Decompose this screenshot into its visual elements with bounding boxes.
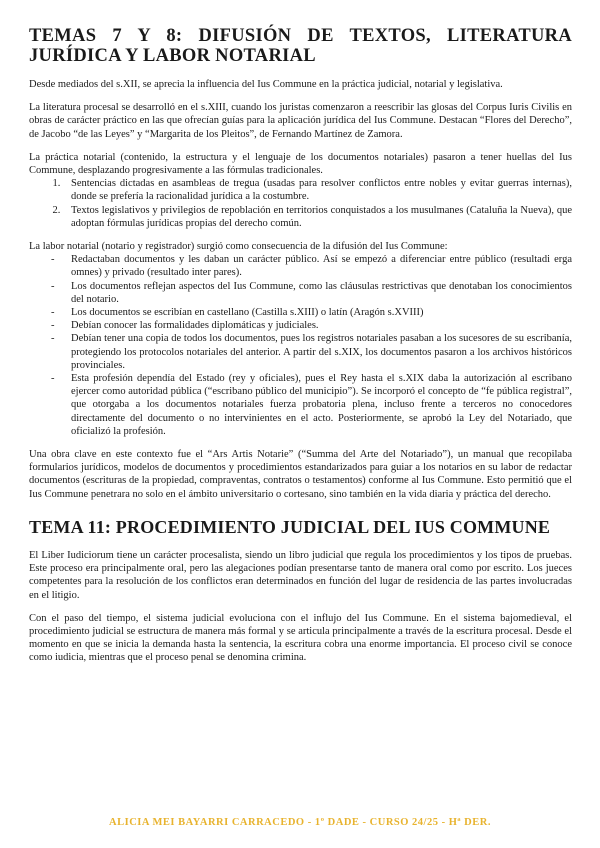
bullet-text: Los documentos reflejan aspectos del Ius Commune, como las cláusulas restrictivas que denotaban los conocimientos del notario. <box>71 280 572 305</box>
bullet-text: Debían conocer las formalidades diplomáticas y judiciales. <box>71 320 319 332</box>
bullet-text: Esta profesión dependía del Estado (rey y oficiales), pues el Rey hasta el s.XIX daba la autorización al escribano ejercer como autoridad pública (“escribano público del municipio”). Se incorporó el concepto de “fe pública registral”, que otorgaba a los documentos notariales fuerza probatoria plena, incluso frente a terceros no conocedores directamente del documento o no intervinientes en el acto. Posteriormente, se aprobó la Ley del Notariado, que oficializó la profesión. <box>71 373 572 437</box>
paragraph-labor-notarial: La labor notarial (notario y registrador) surgió como consecuencia de la difusión del Ius Commune: <box>29 241 448 253</box>
numbered-item: 2. Textos legislativos y privilegios de repoblación en territorios conquistados a los musulmanes (Cataluña la Nueva), que adoptan fórmulas jurídicas propias del derecho común. <box>63 204 572 230</box>
dash-marker: - <box>51 373 55 385</box>
paragraph-practica-notarial: La práctica notarial (contenido, la estructura y el lenguaje de los documentos notariales) pasaron a tener huellas del Ius Commune, desplazando progresivamente a las fórmulas tradicionales. <box>29 151 572 177</box>
bullet-item <box>29 319 572 332</box>
paragraph-ars-artis-notarie: Una obra clave en este contexto fue el “Ars Artis Notarie” (“Summa del Arte del Notariado”), un manual que recopilaba formularios jurídicos, modelos de documentos y procedimientos estandarizados para guiar a los notarios en su labor de redactar documentos (escrituras de la propiedad, compraventas, contratos o testamentos) conforme al Ius Commune. Esto permitió que el Ius Commune penetrara no solo en el ámbito universitario o cortesano, sino también en la vida diaria y práctica del derecho. <box>29 449 572 500</box>
numbered-list <box>29 177 572 230</box>
dash-marker: - <box>51 333 55 345</box>
dash-marker: - <box>51 320 55 332</box>
paragraph-intro: Desde mediados del s.XII, se aprecia la influencia del Ius Commune en la práctica judicial, notarial y legislativa. <box>29 79 503 90</box>
paragraph-sistema-judicial: Con el paso del tiempo, el sistema judicial evoluciona con el influjo del Ius Commune. En el sistema bajomedieval, el procedimiento judicial se estructura de manera más formal y se articula principalmente a través de la escritura procesal. Desde el momento en que se inicia la demanda hasta la sentencia, la escritura cobra una enorme importancia. El proceso civil se conoce como iudicia, mientras que el proceso penal se denomina crimina. <box>29 612 572 664</box>
bullet-item <box>29 332 572 372</box>
bullet-item <box>29 306 572 319</box>
paragraph-literatura-procesal: La literatura procesal se desarrolló en el s.XIII, cuando los juristas comenzaron a reescribir las glosas del Corpus Iuris Civilis en obras de carácter práctico en las que ofrecían guías para la aplicación jurídica del Ius Commune. Destacan “Flores del Derecho”, de Jacobo “de las Leyes” y “Margarita de los Pleitos”, de Fernando Martínez de Zamora. <box>29 102 572 140</box>
paragraph-liber-iudiciorum: El Liber Iudiciorum tiene un carácter procesalista, siendo un libro judicial que regula los procedimientos y los tipos de pruebas. Este proceso era principalmente oral, pero las alegaciones podían presentarse tanto de manera oral como por escrito. Los jueces competentes para la resolución de los conflictos eran determinados en función del lugar de residencia de las partes involucradas en el litigio. <box>29 549 572 601</box>
dash-marker: - <box>51 254 55 266</box>
page-footer: ALICIA MEI BAYARRI CARRACEDO - 1º DADE - CURSO 24/25 - Hª DER. <box>109 817 491 828</box>
dash-marker: - <box>51 280 55 292</box>
bullet-list <box>29 253 572 438</box>
dash-marker: - <box>51 307 55 319</box>
bullet-text: Debían tener una copia de todos los documentos, pues los registros notariales pasaban a los sucesores de su escribanía, protegiendo los protocolos notariales del anterior. A partir del s.XIX, los documentos pasaron a los archivos históricos provinciales. <box>71 333 572 371</box>
bullet-text: Los documentos se escribían en castellano (Castilla s.XIII) o latín (Aragón s.XVIII) <box>71 307 424 319</box>
bullet-text: Redactaban documentos y les daban un carácter público. Así se empezó a diferenciar entre público (resultadi erga omnes) y privado (resultado inter pares). <box>71 254 572 279</box>
numbered-item: 1. Sentencias dictadas en asambleas de tregua (usadas para resolver conflictos entre nobles y evitar guerras internas), donde se prefería la racionalidad jurídica a la costumbre. <box>63 177 572 203</box>
bullet-item <box>29 372 572 438</box>
heading-temas-7-8: TEMAS 7 Y 8: DIFUSIÓN DE TEXTOS, LITERATURA JURÍDICA Y LABOR NOTARIAL <box>29 26 572 66</box>
bullet-item <box>29 280 572 306</box>
heading-tema-11: TEMA 11: PROCEDIMIENTO JUDICIAL DEL IUS COMMUNE <box>29 516 551 537</box>
bullet-item <box>29 253 572 279</box>
